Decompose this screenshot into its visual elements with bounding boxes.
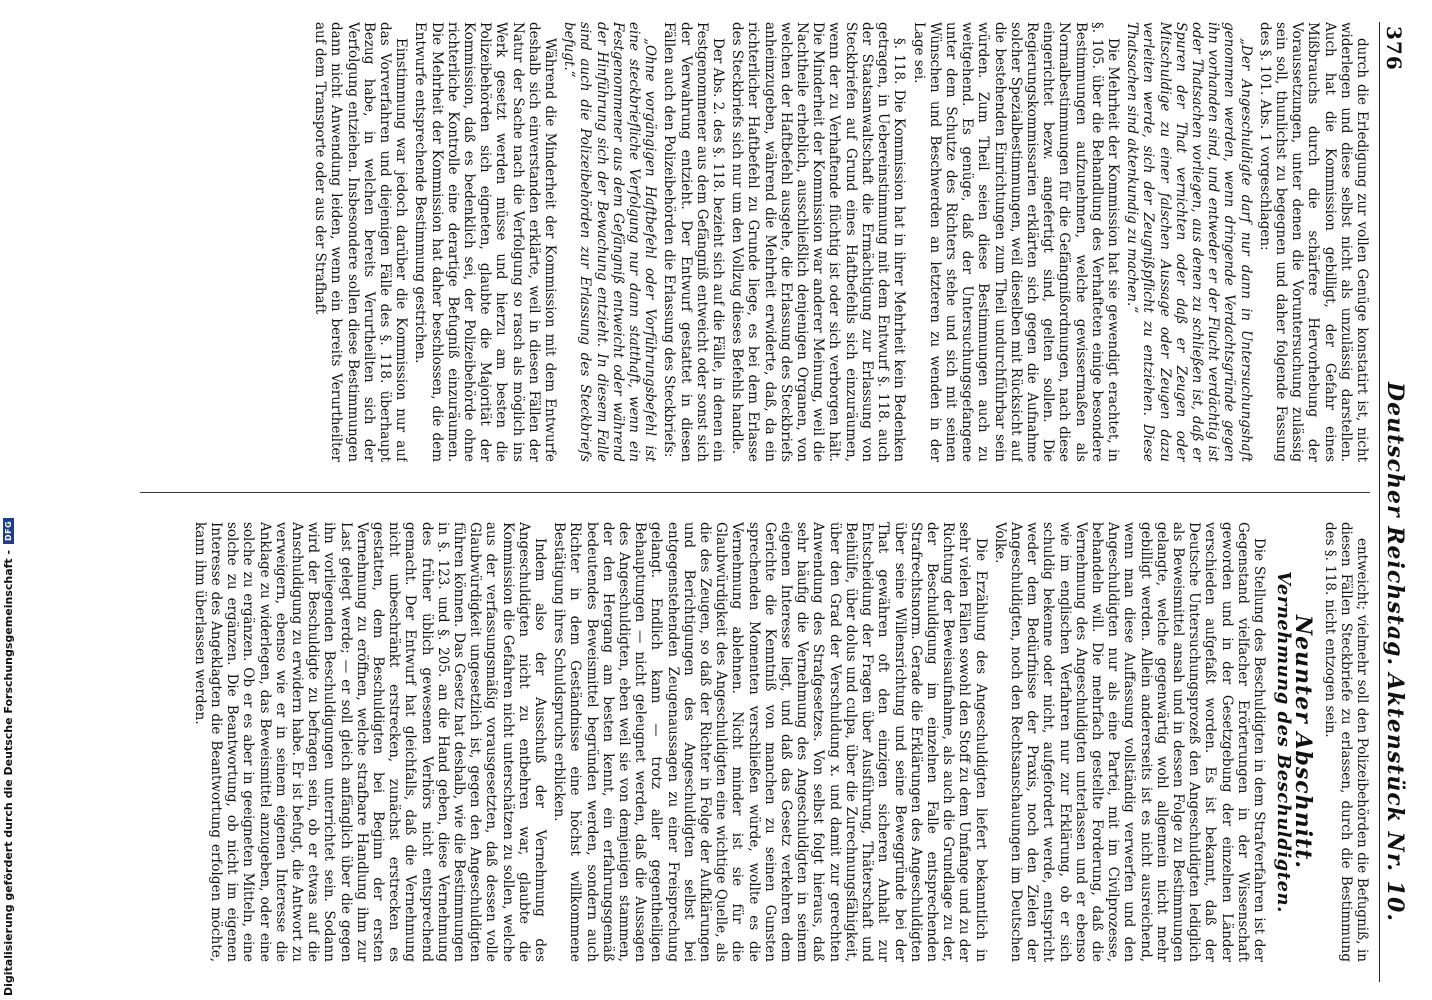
running-title: Deutscher Reichstag. (1382, 382, 1408, 667)
paragraph: Indem also der Ausschuß der Vernehmung des Angeschuldigten nicht zu entbehren war, glaubte die Kommission die Gefahren nicht unterschätzen zu sollen, welche aus der verfassungsmäßig vorausgesetzten, daß dessen volle Glaubwürdigkeit ungesetzlich ist, gegen den Angeschuldigten führen können. Das Gesetz hat deshalb, wie die Bestimmungen in §. 123. und §. 205. an die Hand geben, diese Vernehmung des früher üblich gewesenen Verhörs nicht entsprechend gemacht. Der Entwurf hat gleichfalls, daß die Vernehmung nicht unbeschränkt erstrecken, zunächst erstrecken es gestatten, dem Beschuldigten bei Beginn der ersten Vernehmung zu eröffnen, welche strafbare Handlung ihm zur Last gelegt werde; — er soll gleich anfänglich über die gegen ihn vorliegenden Beschuldigungen unterrichtet sein. Sodann wird der Beschuldigte zu befragen sein, ob er etwas auf die Anschuldigung zu erwidern habe. Er ist befugt, die Antwort zu verweigern, ebenso wie er in seinem eigenen Interesse die Anklage zu widerlegen, das Beweismittel anzugeben, oder eine solche zu ergänzen. Ob er es aber in geeigneten Mitteln, eine solche zu ergänzen. Die Beantwortung, ob nicht im eigenen Interesse des Angeklagten die Beantwortung erfolgen möchte, kann ihm überlassen werden. (191, 522, 549, 962)
section-subtitle: Vernehmung des Beschuldigten. (1273, 571, 1295, 913)
quoted-paragraph: „Der Angeschuldigte darf nur dann in Untersuchungshaft genommen werden, wenn dringende Verdachtsgründe gegen ihn vorhanden sind, und entweder er der Flucht verdächtig ist oder Thatsachen vorliegen, aus denen zu schließen ist, daß er Spuren der That vernichten oder daß er Zeugen oder Mitschuldige zu einer falschen Aussage oder Zeugen dazu verleiten werde, sich der Zeugnißpflicht zu entziehen. Diese Thatsachen sind aktenkundig zu machen.“ (1124, 22, 1254, 462)
quoted-paragraph: „Ohne vorgängigen Haftbefehl oder Vorführungsbefehl ist eine steckbriefliche Verfolgung nur dann statthaft, wenn ein Festgenommener aus dem Gefängniß entweicht oder während der Hinführung sich der Bewachung entzieht. In diesem Falle sind auch die Polizeibehörden zur Erlassung des Steckbriefs befugt.“ (561, 22, 659, 462)
paragraph: Während die Minderheit der Kommission mit dem Entwurfe deshalb sich einverstanden erklärte, weil in diesen Fällen der Natur der Sache nach die Verfolgung so rasch als möglich ins Werk gesetzt werden müsse und hierzu am besten die Polizeibehörden sich eigneten, glaubte die Majorität der Kommission, daß es bedenklich sei, der Polizeibehörde ohne richterliche Kontrolle eine derartige Befugniß einzuräumen. Die Mehrheit der Kommission hat daher beschlossen, die dem Entwurfe entsprechende Bestimmung gestrichen. (412, 22, 559, 462)
digitization-credit (2, 518, 15, 996)
issue-label: Aktenstück Nr. 10. (1382, 673, 1408, 922)
credit-text: Digitalisierung gefördert durch die Deutsche Forschungsgemeinschaft - (2, 549, 15, 996)
paragraph: Die Stellung des Beschuldigten in dem Strafverfahren ist der Gegenstand vielfacher Erörterungen in der Wissenschaft geworden und in der Gesetzgebung der einzelnen Länder verschieden aufgefaßt worden. Es ist bekannt, daß der Deutsche Untersuchungsprozeß den Angeschuldigten lediglich als Beweismittel ansah und in dessen Folge zu Bestimmungen gelangte, welche gegenwärtig wohl allgemein nicht mehr gebilligt werden. Allein andererseits ist es nicht ausreichend, wenn man diese Auffassung vollständig verwerfen und den Angeschuldigten nur als eine Partei, mit im Civilprozesse, behandeln will. Die mehrfach gestellte Forderung, daß die Vernehmung des Angeschuldigten unterlassen und er ebenso wie im englischen Verfahren nur zur Erklärung, ob er sich schuldig bekenne oder nicht, aufgefordert werde, entspricht weder dem Bedürfnisse der Praxis, noch den Zielen der Angeschuldigten, noch den Rechtsanschauungen im Deutschen Volke. (991, 522, 1267, 962)
section-title: Neunter Abschnitt. (1290, 614, 1317, 870)
paragraph: entweicht; vielmehr soll den Polizeibehörden die Befugniß, in diesen Fällen Steckbriefe zu erlassen, durch die Bestimmung des §. 118. nicht entzogen sein. (1321, 522, 1370, 962)
right-text-column (130, 522, 1370, 962)
paragraph: durch die Erledigung zur vollen Genüge konstatirt ist, nicht widerlegen und diese selbst nicht als unzulässig darstellen. Auch hat die Kommission gebilligt, der Gefahr eines Mißbrauchs durch die schärfere Hervorhebung der Voraussetzungen, unter denen die Voruntersuchung zulässig sein soll, thunlichst zu begegnen und daher folgende Fassung des §. 101. Abs. 1 vorgeschlagen: (1256, 22, 1370, 462)
paragraph: Die Erzählung des Angeschuldigten liefert bekanntlich in sehr vielen Fällen sowohl den Stoff zu dem Umfange und zu der Richtung der Beweisaufnahme, als auch die Grundlage zu der, der Beschuldigung im einzelnen Falle entsprechenden Strafrechtsnorm. Gerade die Erklärungen des Angeschuldigten über seine Willensrichtung und seine Beweggründe bei der That gewähren oft den einzigen sicheren Anhalt zur Entscheidung der Fragen über Ausführung, Thäterschaft und Beihülfe, über dolus und culpa, über die Zurechnungsfähigkeit, über den Grad der Verschuldung x. und damit zur gerechten Anwendung des Strafgesetzes. Von selbst folgt hieraus, daß sehr häufig die Vernehmung des Angeschuldigten in seinem eigenen Interesse liegt, und daß das Gesetz verkehren dem Gerichte die Kenntniß von manchen zu seinen Gunsten sprechenden Momenten verschließen würde, wollte es die Vernehmung ablehnen. Nicht minder ist sie für die Glaubwürdigkeit des Angeschuldigten eine wichtige Quelle, als die des Zeugen, so daß der Richter in Folge der Aufklärungen und Berichtigungen des Angeschuldigten selbst bei entgegenstehenden Zeugenaussagen zu einer Freisprechung gelangt. Endlich kann — trotz aller gegentheiligen Behauptungen — nicht geleugnet werden, daß die Aussagen des Angeschuldigten, eben weil sie von demjenigen stammen, der den Hergang am besten kennt, ein erfahrungsgemäß bedeutendes Beweismittel begründen werden, sondern auch Richter in dem Geständnisse eine höchst willkommene Bestätigung ihres Schuldspruchs erblicken. (551, 522, 989, 962)
left-text-column (130, 22, 1370, 462)
paragraph: Die Mehrheit der Kommission hat sie gewendigt erachtet, in §. 105. über die Behandlung des Verhafteten einige besondere Bestimmungen aufzunehmen, welche gewissermaßen als Normalbestimmungen für die Gefängnißordnungen, nach diese eingerichtet bezw. angefertigt sind, gelten sollen. Die Regierungskommissarien erklärten sich gegen die Aufnahme solcher Spezialbestimmungen, weil dieselben mit Rücksicht auf die bestehenden Einrichtungen zum Theil undurchführbar sein würden. Zum Theil seien diese Bestimmungen auch zu weitgehend. Es genüge, daß der Untersuchungsgefangene unter dem Schutze des Richters stehe und sich mit seinen Wünschen und Beschwerden an letzteren zu wenden in der Lage sei. (910, 22, 1121, 462)
paragraph: Einstimmung war jedoch darüber die Kommission nur auf das Vorverfahren und diejenigen Fälle des §. 118. überhaupt Bezug habe, in welchen bereits Verurtheilten sich der Verfolgung entziehen. Insbesondere sollen diese Bestimmungen dann nicht Anwendung leiden, wenn ein bereits Verurtheilter auf dem Transporte oder aus der Strafhaft (312, 22, 410, 462)
page-number: 376 (1382, 26, 1406, 71)
paragraph: Der Abs. 2. des §. 118. bezieht sich auf die Fälle, in denen ein Festgenommener aus dem Gefängniß entweicht oder sonst sich der Verwahrung entzieht. Der Entwurf gestattet in diesen Fällen auch den Polizeibehörden die Erlassung des Steckbriefs: (661, 22, 727, 462)
column-divider (140, 492, 1370, 493)
dfg-logo-icon: DFG (3, 518, 14, 544)
page-header (1379, 22, 1410, 982)
paragraph: §. 118. Die Kommission hat in ihrer Mehrheit kein Bedenken getragen, in Uebereinstimmung mit dem Entwurf §. 118. auch der Staatsanwaltschaft die Ermächtigung zur Erlassung von Steckbriefen auf Grund eines Haftbefehls sich einzuräumen, wenn der zu Verhaftende flüchtig ist oder sich verborgen hält. Die Minderheit der Kommission war anderer Meinung, weil die Nachtheile erheblich, ausschließlich denjenigen Organen, von welchen der Haftbefehl ausgehe, die Erlassung des Steckbriefs anheimzugeben, während die Mehrheit erwiderte, daß, da ein richterlicher Haftbefehl zu Grunde liege, es bei dem Erlasse des Steckbriefs sich nur um den Vollzug dieses Befehls handle. (729, 22, 908, 462)
rotated-page-content (120, 22, 1410, 982)
